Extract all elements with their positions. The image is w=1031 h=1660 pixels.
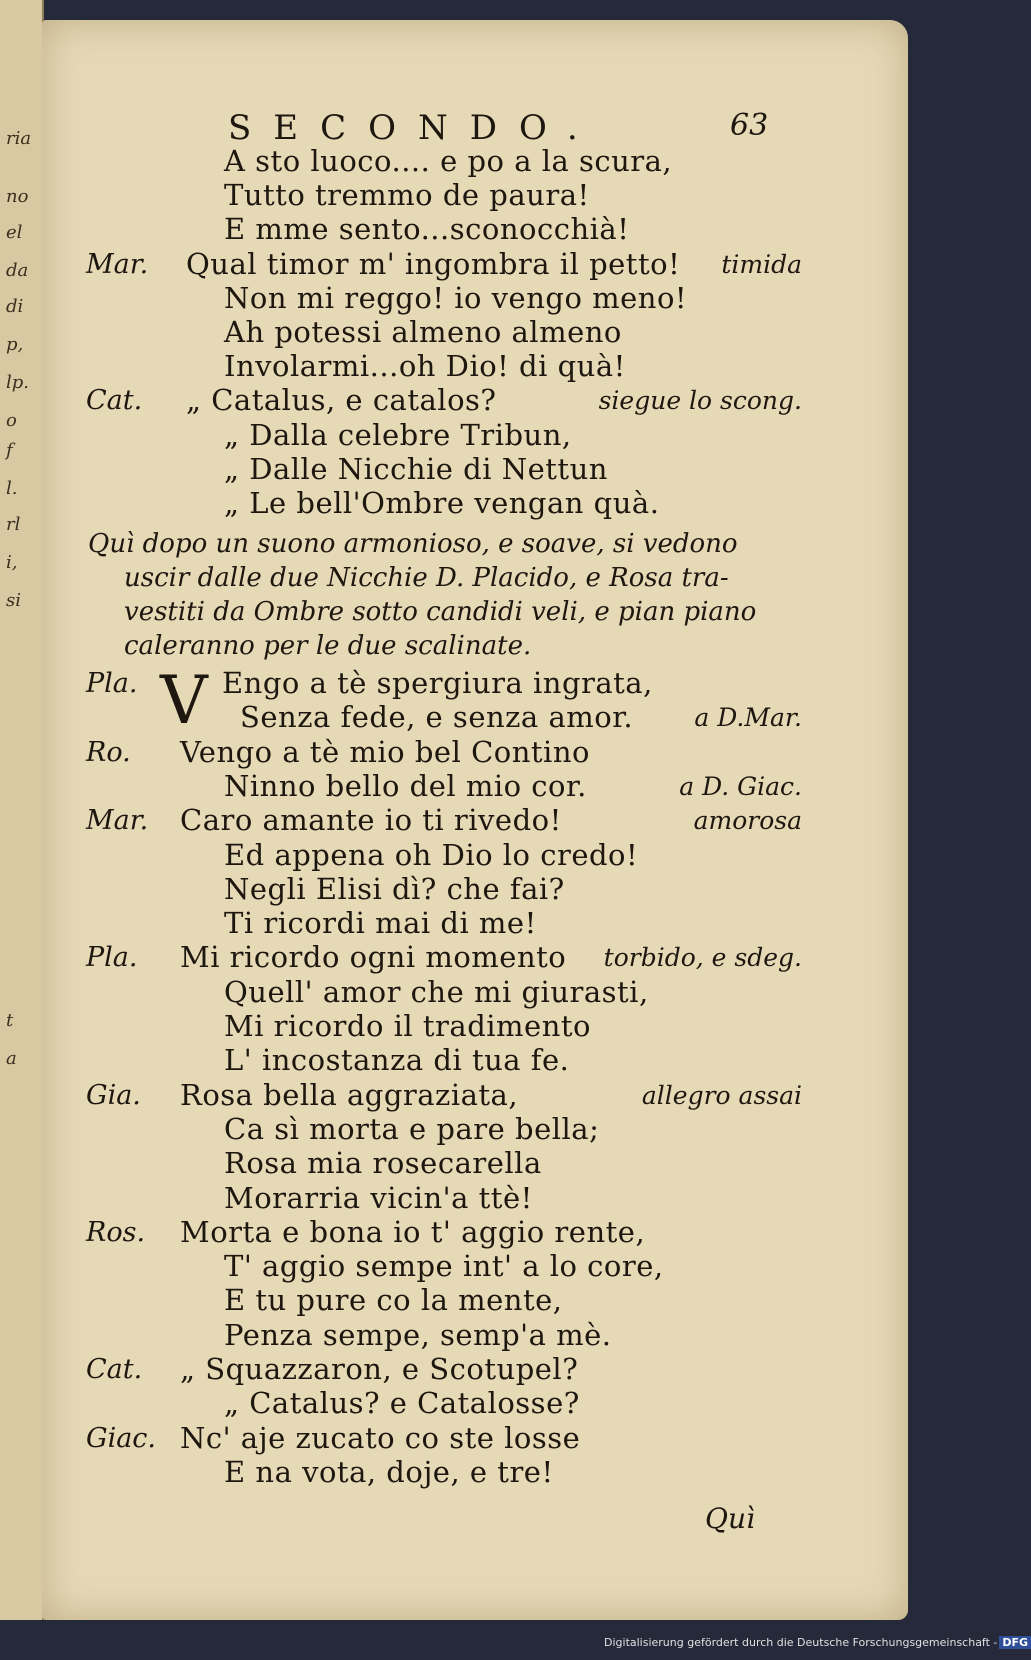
margin-fragment: da (6, 260, 29, 281)
verse-text: Ti ricordi mai di me! (224, 906, 537, 941)
margin-fragment: si (6, 590, 21, 611)
verse-text: „ Catalus? e Catalosse? (224, 1386, 580, 1421)
margin-fragment: p, (6, 334, 24, 355)
stage-note: torbido, e sdeg. (603, 943, 802, 973)
verse-text: Tutto tremmo de paura! (224, 178, 590, 213)
verse-text: Rosa mia rosecarella (224, 1146, 542, 1181)
verse-text: Quell' amor che mi giurasti, (224, 974, 649, 1009)
stage-note: timida (721, 249, 802, 279)
verse-text: A sto luoco.... e po a la scura, (224, 144, 673, 178)
margin-fragment: a (6, 1048, 17, 1069)
speaker-name: Ros. (86, 1216, 146, 1248)
margin-fragment: ria (6, 128, 32, 149)
margin-fragment: i, (6, 552, 18, 573)
margin-fragment: o (6, 410, 17, 431)
verse-text: Senza fede, e senza amor. (240, 700, 634, 735)
digitization-footer (604, 1636, 1031, 1649)
verse-text: Negli Elisi dì? che fai? (224, 871, 565, 906)
verse-text: Penza sempe, semp'a mè. (224, 1317, 612, 1352)
verse-text: „ Dalle Nicchie di Nettun (224, 451, 608, 486)
verse-text: Ah potessi almeno almeno (224, 315, 622, 349)
verse-text: Vengo a tè mio bel Contino (180, 734, 590, 769)
verse-text: Mi ricordo ogni momento (180, 940, 567, 975)
margin-fragment: rl (6, 514, 21, 535)
margin-fragment: f (6, 440, 13, 461)
verse-text: „ Catalus, e catalos? (186, 383, 497, 418)
stage-note: a D. Giac. (679, 771, 802, 801)
stage-note: a D.Mar. (694, 703, 802, 733)
verse-text: „ Le bell'Ombre vengan quà. (224, 486, 660, 520)
stage-direction-line: caleranno per le due scalinate. (124, 631, 532, 661)
margin-fragment: lp. (6, 372, 30, 393)
verse-text: E tu pure co la mente, (224, 1283, 563, 1318)
page-number: 63 (730, 108, 769, 143)
stage-direction (88, 527, 808, 663)
speaker-name: Pla. (86, 668, 138, 699)
verse-text: Nc' aje zucato co ste losse (180, 1420, 581, 1455)
verse-text: E mme sento...sconocchià! (224, 212, 630, 247)
speaker-name: Cat. (86, 385, 143, 417)
speaker-name: Ro. (86, 736, 131, 768)
verse-text: Ed appena oh Dio lo credo! (224, 837, 639, 872)
margin-fragment: l. (6, 478, 18, 499)
verse-text: Caro amante io ti rivedo! (180, 803, 562, 838)
verse-text: Mi ricordo il tradimento (224, 1009, 591, 1043)
speaker-name: Gia. (86, 1079, 141, 1111)
verse-text: Non mi reggo! io vengo meno! (224, 280, 688, 315)
verse-text: Engo a tè spergiura ingrata, (222, 666, 653, 700)
verse-text: „ Dalla celebre Tribun, (224, 417, 572, 452)
verse-text: Morarria vicin'a ttè! (224, 1180, 533, 1215)
verse-text: L' incostanza di tua fe. (224, 1043, 570, 1078)
verse-text: Qual timor m' ingombra il petto! (186, 246, 681, 281)
verse-text: Involarmi...oh Dio! di quà! (224, 349, 626, 384)
previous-page-edge (0, 0, 44, 1620)
speaker-name: Cat. (86, 1354, 143, 1385)
drop-capital: V (160, 662, 208, 739)
stage-note: amorosa (693, 806, 802, 836)
dfg-logo: DFG (999, 1636, 1031, 1649)
stage-direction-line: uscir dalle due Nicchie D. Placido, e Rosa tra- (124, 563, 729, 593)
verse-text: Morta e bona io t' aggio rente, (180, 1214, 646, 1249)
stage-note: allegro assai (641, 1080, 802, 1110)
verse-text: Rosa bella aggraziata, (180, 1077, 519, 1112)
verse-text: T' aggio sempe int' a lo core, (224, 1249, 664, 1284)
stage-direction-line: Quì dopo un suono armonioso, e soave, si vedono (88, 529, 738, 559)
margin-fragment: t (6, 1010, 14, 1031)
verse-text: Ninno bello del mio cor. (224, 768, 587, 803)
footer-text: Digitalisierung gefördert durch die Deutsche Forschungsgemeinschaft - (604, 1636, 998, 1649)
verse-text: „ Squazzaron, e Scotupel? (180, 1352, 579, 1386)
running-title: SECONDO. (228, 108, 600, 148)
speaker-name: Giac. (86, 1422, 157, 1454)
speaker-name: Pla. (86, 942, 138, 974)
speaker-name: Mar. (86, 805, 149, 837)
verse-text: E na vota, doje, e tre! (224, 1454, 554, 1489)
verse-text: Ca sì morta e pare bella; (224, 1111, 600, 1146)
speaker-name: Mar. (86, 248, 149, 280)
margin-fragment: no (6, 186, 29, 207)
margin-fragment: di (6, 296, 24, 317)
catchword: Quì (705, 1502, 755, 1535)
stage-note: siegue lo scong. (598, 386, 802, 416)
margin-fragment: el (6, 222, 23, 243)
stage-direction-line: vestiti da Ombre sotto candidi veli, e pian piano (124, 597, 757, 627)
